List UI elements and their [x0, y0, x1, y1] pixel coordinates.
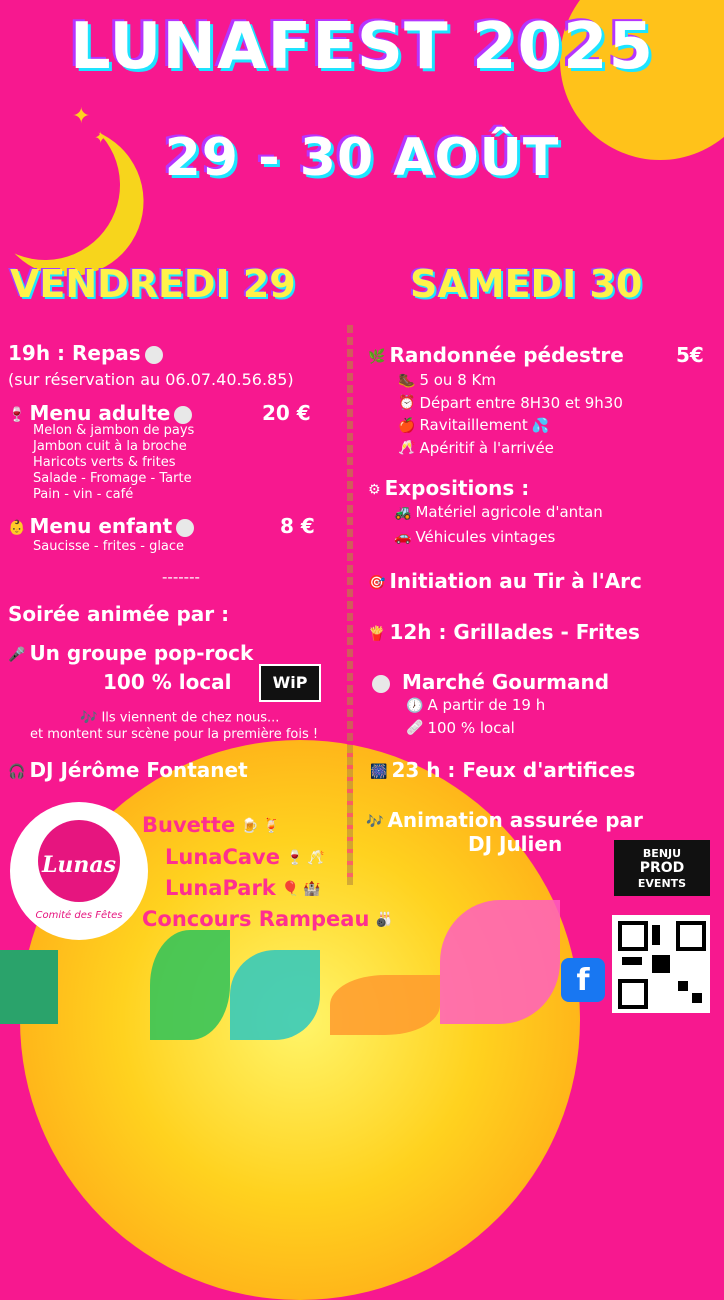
- car-icon: 🚗: [394, 529, 412, 545]
- expo-item: 🚜 Matériel agricole d'antan: [394, 500, 603, 525]
- hike-item: 🍎 Ravitaillement 💦: [398, 414, 623, 437]
- adult-menu-list: [33, 423, 194, 503]
- logo-name: Lunas: [41, 852, 117, 878]
- menu-item: Jambon cuit à la broche: [33, 439, 187, 454]
- qr-code[interactable]: [612, 915, 710, 1013]
- event-title: LUNAFEST 2025: [69, 10, 655, 84]
- beer-icon: 🍺: [241, 818, 259, 834]
- star-icon: ✦: [72, 104, 91, 129]
- menu-item: Haricots verts & frites: [33, 455, 176, 470]
- dj-friday: 🎧 DJ Jérôme Fontanet: [8, 758, 248, 782]
- fries-icon: 🍟: [368, 625, 386, 642]
- plate-icon: [372, 675, 390, 693]
- castle-icon: 🏰: [303, 881, 321, 897]
- leaf-decoration: [230, 950, 320, 1040]
- saturday-heading: SAMEDI 30: [410, 262, 643, 306]
- apple-icon: 🍎: [398, 417, 416, 434]
- animation-line1: 🎶 Animation assurée par: [366, 808, 643, 832]
- leaf-decoration: [440, 900, 560, 1024]
- friday-heading: VENDREDI 29: [10, 262, 296, 306]
- hike-item: 🥾 5 ou 8 Km: [398, 369, 623, 392]
- column-divider: [347, 325, 353, 885]
- band-line2: 100 % local: [103, 670, 232, 694]
- child-menu-title: 👶 Menu enfant: [8, 514, 198, 538]
- leaf-decoration: [330, 975, 440, 1035]
- hike-title: 🌿 Randonnée pédestre: [368, 343, 624, 367]
- extra-item: LunaPark 🎈 🏰: [165, 876, 321, 900]
- menu-item: Saucisse - frites - glace: [33, 539, 185, 554]
- extra-item: Buvette 🍺 🍹: [142, 813, 281, 837]
- balloon-icon: 🎈: [281, 881, 300, 897]
- fireworks-icon: 🎆: [370, 763, 388, 780]
- star-icon: ✦: [94, 128, 108, 147]
- adult-menu-title: 🍷 Menu adulte: [8, 401, 196, 425]
- headphones-icon: 🎧: [8, 763, 26, 780]
- animation-line2: DJ Julien: [468, 832, 563, 856]
- event-dates: 29 - 30 AOÛT: [164, 128, 560, 188]
- band-logo: WiP: [259, 664, 321, 702]
- corner-flag-icon: [0, 950, 58, 1024]
- evening-title: Soirée animée par :: [8, 602, 230, 626]
- child-menu-price: 8 €: [280, 514, 315, 538]
- microphone-icon: 🎤: [8, 646, 26, 663]
- facebook-icon[interactable]: f: [561, 958, 605, 1002]
- target-icon: 🎯: [368, 574, 386, 591]
- expo-item: 🚗 Véhicules vintages: [394, 525, 603, 550]
- plate-icon: [145, 346, 163, 364]
- boot-icon: 🥾: [398, 372, 416, 389]
- wheel-icon: ⚙: [368, 481, 381, 498]
- cheers-icon: 🥂: [307, 850, 325, 866]
- music-notes-icon: 🎶: [366, 813, 384, 830]
- bowling-icon: 🎳: [375, 912, 393, 928]
- extra-item: LunaCave 🍷 🥂: [165, 845, 325, 869]
- expo-details: [394, 500, 603, 549]
- cheers-icon: 🥂: [398, 440, 416, 456]
- band-note-line1: 🎶 Ils viennent de chez nous...: [80, 710, 280, 726]
- cocktail-icon: 🍹: [262, 818, 281, 834]
- menu-item: Melon & jambon de pays: [33, 423, 195, 438]
- menu-item: Pain - vin - café: [33, 487, 134, 502]
- bandage-icon: 🩹: [406, 720, 424, 736]
- band-note-line2: et montent sur scène pour la première fois !: [30, 727, 319, 742]
- tractor-icon: 🚜: [394, 504, 412, 521]
- hike-item: 🥂 Apéritif à l'arrivée: [398, 437, 623, 460]
- plate-icon: [176, 519, 194, 537]
- wine-glass-icon: 🍷: [285, 850, 304, 866]
- separator: -------: [162, 568, 200, 586]
- grill: 🍟 12h : Grillades - Frites: [368, 620, 640, 644]
- menu-item: Salade - Fromage - Tarte: [33, 471, 192, 486]
- fireworks: 🎆 23 h : Feux d'artifices: [370, 758, 636, 782]
- logo-caption: Comité des Fêtes: [35, 910, 123, 921]
- adult-menu-price: 20 €: [262, 401, 311, 425]
- band-line1: 🎤 Un groupe pop-rock: [8, 641, 254, 665]
- alarm-clock-icon: ⏰: [398, 395, 416, 411]
- plate-icon: [174, 406, 192, 424]
- wine-glass-icon: 🍷: [8, 406, 26, 423]
- hike-details: [398, 369, 623, 459]
- child-face-icon: 👶: [8, 519, 26, 536]
- market-item: 🕖 A partir de 19 h: [406, 694, 545, 717]
- leaf-icon: 🌿: [368, 348, 386, 365]
- meal-note: (sur réservation au 06.07.40.56.85): [8, 370, 294, 389]
- comite-logo: [10, 802, 148, 940]
- dj-logo: BENJU PROD EVENTS: [614, 840, 710, 896]
- market-title: Marché Gourmand: [368, 670, 609, 694]
- expo-title: ⚙ Expositions :: [368, 476, 530, 500]
- market-details: [406, 694, 545, 739]
- music-notes-icon: 🎶: [80, 710, 98, 726]
- extra-item: Concours Rampeau 🎳: [142, 907, 393, 931]
- meal-title: 19h : Repas: [8, 341, 167, 365]
- hike-price: 5€: [676, 343, 704, 367]
- market-item: 🩹 100 % local: [406, 717, 545, 740]
- archery: 🎯 Initiation au Tir à l'Arc: [368, 569, 642, 593]
- droplets-icon: 💦: [531, 417, 550, 434]
- hike-item: ⏰ Départ entre 8H30 et 9h30: [398, 392, 623, 415]
- clock-icon: 🕖: [406, 697, 424, 714]
